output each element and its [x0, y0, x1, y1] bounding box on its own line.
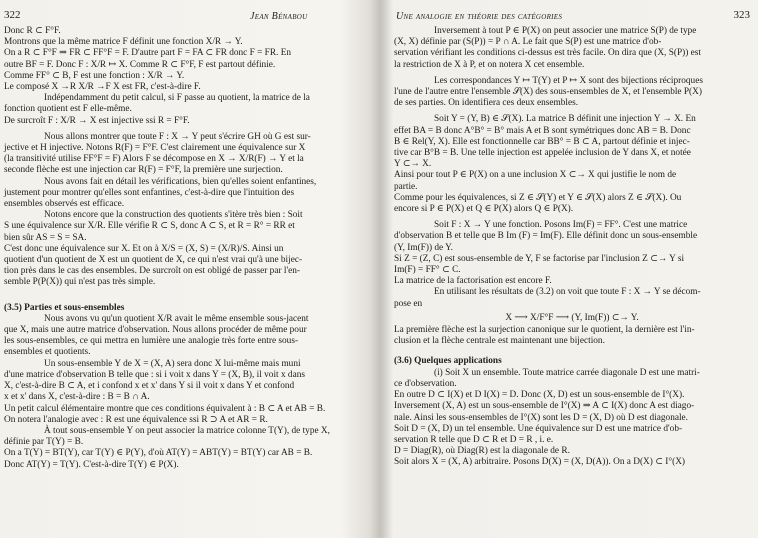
- text-line: quotient d'un quotient de X est un quotient de X, ce qui n'est vrai qu'à une bijec-: [4, 255, 303, 266]
- text-line: ensembles observés est efficace.: [4, 199, 125, 210]
- text-line: Le composé X →R X/R →F X est FR, c'est-à-dire F.: [4, 82, 201, 93]
- text-line: Notons encore que la construction des quotients s'itère très bien : Soit: [44, 210, 303, 221]
- right-page-body: [394, 26, 750, 469]
- text-line: outre BF = F. Donc F : X/R ↦ X. Comme R ⊂ F°F, F est partout définie.: [4, 59, 276, 70]
- text-line: justement pour montrer qu'elles sont enfantines, c'est-à-dire que l'intuition des: [4, 187, 295, 198]
- left-page-header: [4, 10, 360, 26]
- text-line: En utilisant les résultats de (3.2) on voit que toute F : X → Y se décom-: [434, 287, 701, 298]
- text-line: X, c'est-à-dire B ⊂ A, et i confond x et x' dans Y si il voit x dans Y et confond: [4, 381, 295, 392]
- text-line: [4, 294, 360, 299]
- text-line: Un petit calcul élémentaire montre que ces conditions équivalent à : B ⊂ A et AB = B.: [4, 403, 326, 414]
- text-line: de ses parties. On identifiera ces deux ensembles.: [394, 98, 579, 109]
- text-line: X ⟶ X/F°F ⟶ (Y, Im(F)) ⊂→ Y.: [505, 312, 639, 323]
- text-line: d'observation B et telle que B Im (F) = Im(F). Elle définit donc un sous-ensemble: [394, 231, 698, 242]
- text-line: (la transitivité utilise FF°F = F) Alors F se décompose en X → X/R(F) → Y et la: [4, 154, 304, 165]
- section-heading: (3.5) Parties et sous-ensembles: [4, 302, 125, 313]
- text-line: Les correspondances Y ↦ T(Y) et P ↦ X sont des bijections réciproques: [434, 75, 703, 86]
- text-line: tion près dans le cas des ensembles. De surcroît on est obligé de passer par l'en-: [4, 266, 300, 277]
- text-line: Un sous-ensemble Y de X = (X, A) sera donc X lui-même mais muni: [44, 358, 301, 369]
- text-line: (Y, Im(F)) de Y.: [394, 242, 453, 253]
- text-line: La première flèche est la surjection canonique sur le quotient, la dernière est l'in-: [394, 325, 695, 336]
- left-page-number: 322: [4, 9, 21, 21]
- text-line: (i) Soit X un ensemble. Toute matrice carrée diagonale D est une matri-: [434, 367, 700, 378]
- text-line: On notera l'analogie avec : R est une équivalence ssi R ⊃ A et AR = R.: [4, 414, 268, 425]
- text-line: Nous allons montrer que toute F : X → Y peut s'écrire GH où G est sur-: [44, 131, 311, 142]
- text-line: [394, 347, 750, 352]
- text-line: bien sûr AS = S = SA.: [4, 232, 87, 243]
- text-line: C'est donc une équivalence sur X. Et on à X/S = (X, S) = (X/R)/S. Ainsi un: [4, 243, 284, 254]
- text-line: D = Diag(R), où Diag(R) est la diagonale de R.: [394, 446, 570, 457]
- text-line: définie par T(Y) = B.: [4, 437, 84, 448]
- text-line: l'une de l'autre entre l'ensemble 𝒮(X) des sous-ensembles de X, et l'ensemble P(X): [394, 87, 702, 98]
- text-line: Montrons que la même matrice F définit une fonction X/R → Y.: [4, 37, 243, 48]
- text-line: semble P(P(X)) qui n'est pas très simple.: [4, 277, 156, 288]
- text-line: S une équivalence sur X/R. Elle vérifie R ⊂ S, donc A ⊂ S, et R = R° = RR et: [4, 221, 295, 232]
- text-line: partie.: [394, 181, 418, 192]
- text-line: Inversement à tout P ∈ P(X) on peut associer une matrice S(P) de type: [434, 26, 697, 36]
- left-running-head: Jean Bénabou: [250, 11, 308, 22]
- text-line: jective et H injective. Notons R(F) = F°F. C'est clairement une équivalence sur X: [4, 143, 306, 154]
- text-line: Comme FF° ⊂ B, F est une fonction : X/R → Y.: [4, 70, 185, 81]
- text-line: (X, X) définie par (S(P)) = P ∩ A. Le fait que S(P) est une matrice d'ob-: [394, 37, 662, 48]
- text-line: servation vérifiant les conditions ci-dessus est très facile. On dira que (X, S(P)) est: [394, 48, 701, 59]
- text-line: La matrice de la factorisation est encore F.: [394, 276, 552, 287]
- text-line: les sous-ensembles, ce qui mettra en lumière une analogie très forte entre sous-: [4, 336, 299, 347]
- right-running-head: Une analogie en théorie des catégories: [396, 11, 563, 22]
- left-page: [4, 10, 360, 471]
- text-line: Y ⊂→ X.: [394, 159, 432, 170]
- text-line: Si Z = (Z, C) est sous-ensemble de Y, F se factorise par l'inclusion Z ⊂→ Y si: [394, 253, 685, 264]
- text-line: Nous avons fait en détail les vérifications, bien qu'elles soient enfantines,: [44, 176, 317, 187]
- text-line: x et x' dans X, c'est-à-dire : B = B ∩ A.: [4, 392, 150, 403]
- text-line: Inversement (X, A) est un sous-ensemble de I°(X) ⇒ A ⊂ I(X) donc A est diago-: [394, 401, 695, 412]
- left-page-body: [4, 26, 360, 471]
- text-line: En outre D ⊂ I(X) et D I(X) = D. Donc (X, D) est un sous-ensemble de I°(X).: [394, 390, 685, 401]
- text-line: seconde flèche est une injection car R(F) = F°F, la première une surjection.: [4, 165, 283, 176]
- text-line: clusion et la flèche centrale est maintenant une bijection.: [394, 336, 605, 347]
- text-line: Nous avons vu qu'un quotient X/R avait le même ensemble sous-jacent: [44, 313, 309, 324]
- text-line: Soit Y = (Y, B) ∈ 𝒮(X). La matrice B définit une injection Y → X. En: [434, 114, 696, 125]
- right-page-number: 323: [733, 9, 750, 21]
- text-line: Donc AT(Y) = T(Y). C'est-à-dire T(Y) ∈ P(X).: [4, 459, 179, 470]
- text-line: pose en: [394, 298, 423, 309]
- right-page-header: [394, 10, 750, 26]
- text-line: encore si P ∈ P(X) et Q ∈ P(X) alors Q ∈ P(X).: [394, 204, 574, 215]
- text-line: ensembles et quotients.: [4, 347, 91, 358]
- text-line: fonction quotient est F elle-même.: [4, 104, 132, 115]
- text-line: Soit D = (X, D) un tel ensemble. Une équivalence sur D est une matrice d'ob-: [394, 423, 683, 434]
- text-line: ce d'observation.: [394, 378, 457, 389]
- text-line: À tout sous-ensemble Y on peut associer la matrice colonne T(Y), de type X,: [44, 425, 330, 436]
- text-line: De surcroît F : X/R → X est injective ssi R = F°F.: [4, 115, 190, 126]
- text-line: Ainsi pour tout P ∈ P(X) on a une inclusion X ⊂→ X qui justifie le nom de: [394, 170, 677, 181]
- text-line: que X, mais une autre matrice d'observation. Nous allons procéder de même pour: [4, 325, 307, 336]
- text-line: Comme pour les équivalences, si Z ∈ 𝒮(Y) et Y ∈ 𝒮(X) alors Z ∈ 𝒮(X). Ou: [394, 192, 682, 203]
- text-line: Soit alors X = (X, A) arbitraire. Posons D(X) = (X, D(A)). On a D(X) ⊂ I°(X): [394, 457, 686, 468]
- text-line: nale. Ainsi les sous-ensembles de I°(X) sont les D = (X, D) où D est diagonale.: [394, 412, 689, 423]
- text-line: On a R ⊂ F°F ⇒ FR ⊂ FF°F = F. D'autre part F = FA ⊂ FR donc F = FR. En: [4, 48, 292, 59]
- right-page: [394, 10, 750, 469]
- text-line: On a T(Y) = BT(Y), car T(Y) ∈ P(Y), d'où AT(Y) = ABT(Y) = BT(Y) car AB = B.: [4, 448, 313, 459]
- section-heading: (3.6) Quelques applications: [394, 356, 502, 367]
- book-gutter: [370, 0, 392, 538]
- text-line: Im(F) = FF° ⊂ C.: [394, 265, 461, 276]
- text-line: la restriction de X à P, et on notera X cet ensemble.: [394, 59, 585, 70]
- text-line: Indépendamment du petit calcul, si F passe au quotient, la matrice de la: [44, 93, 310, 104]
- text-line: B ∈ Rel(Y, X). Elle est fonctionnelle car BB° = B ⊂ A, partout définie et injec-: [394, 136, 690, 147]
- text-line: servation R telle que D ⊂ R et D = R , i. e.: [394, 434, 554, 445]
- text-line: Donc R ⊂ F°F.: [4, 26, 61, 36]
- text-line: d'une matrice d'observation B telle que : si i voit x dans Y = (X, B), il voit x dans: [4, 369, 305, 380]
- text-line: effet BA = B donc A°B° = B° mais A et B sont symétriques donc AB = B. Donc: [394, 125, 691, 136]
- text-line: Soit F : X → Y une fonction. Posons Im(F) = FF°. C'est une matrice: [434, 220, 688, 231]
- text-line: tive car B°B = B. Une telle injection est appelée inclusion de Y dans X, et notée: [394, 148, 691, 159]
